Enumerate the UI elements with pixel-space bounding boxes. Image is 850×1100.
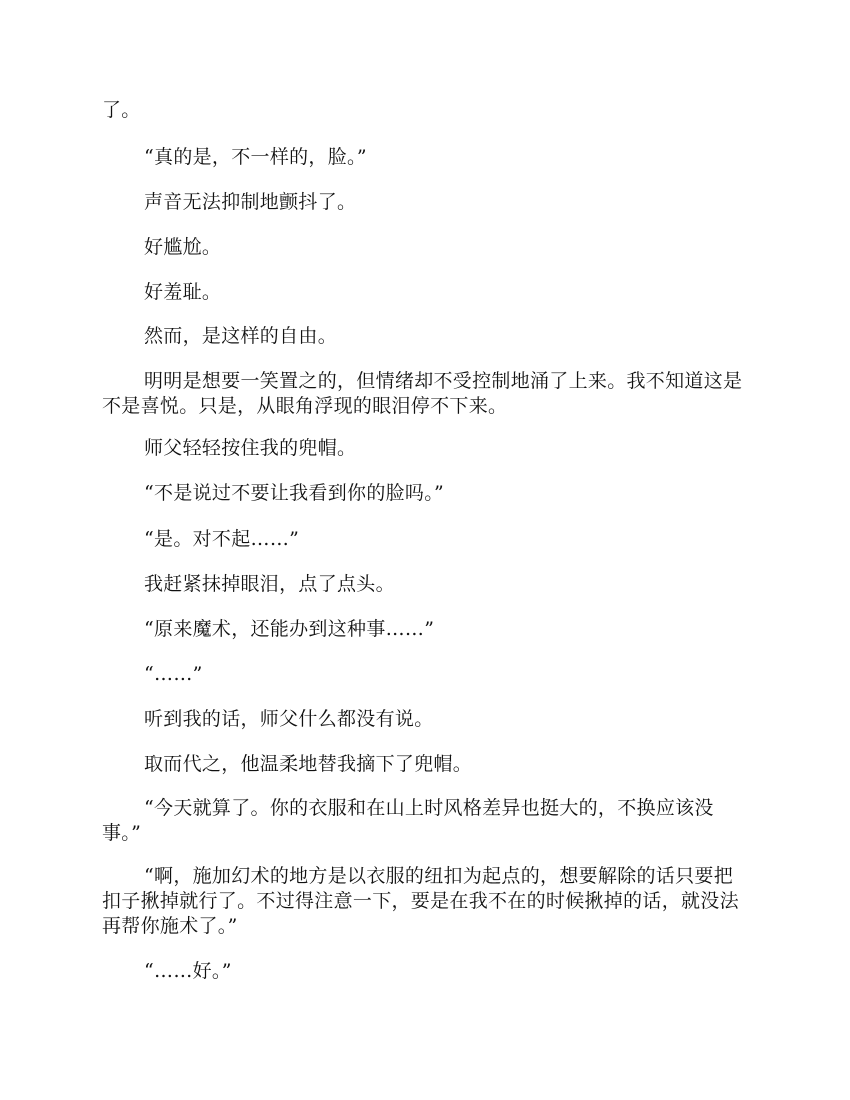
paragraph: “真的是，不一样的，脸。” (144, 146, 367, 168)
paragraph: “……” (144, 663, 203, 685)
paragraph: 了。 (102, 99, 141, 121)
paragraph: 师父轻轻按住我的兜帽。 (144, 437, 357, 459)
paragraph: 明明是想要一笑置之的，但情绪却不受控制地涌了上来。我不知道这是不是喜悦。只是，从眼角浮现的眼泪停不下来。 (102, 370, 743, 417)
paragraph: 然而，是这样的自由。 (144, 325, 338, 347)
paragraph: 好尴尬。 (144, 236, 222, 258)
paragraph: “……好。” (144, 960, 232, 982)
paragraph: 我赶紧抹掉眼泪，点了点头。 (144, 573, 395, 595)
paragraph: 取而代之，他温柔地替我摘下了兜帽。 (144, 753, 473, 775)
paragraph: 声音无法抑制地颤抖了。 (144, 191, 357, 213)
paragraph: “是。对不起……” (144, 528, 300, 550)
paragraph: “不是说过不要让我看到你的脸吗。” (144, 482, 445, 504)
paragraph: “啊，施加幻术的地方是以衣服的纽扣为起点的，想要解除的话只要把扣子揪掉就行了。不过得注意一下，要是在我不在的时候揪掉的话，就没法再帮你施术了。” (102, 865, 739, 937)
paragraph: 听到我的话，师父什么都没有说。 (144, 708, 434, 730)
paragraph: “原来魔术，还能办到这种事……” (144, 618, 435, 640)
paragraph: 好羞耻。 (144, 281, 222, 303)
paragraph: “今天就算了。你的衣服和在山上时风格差异也挺大的，不换应该没事。” (102, 797, 714, 844)
